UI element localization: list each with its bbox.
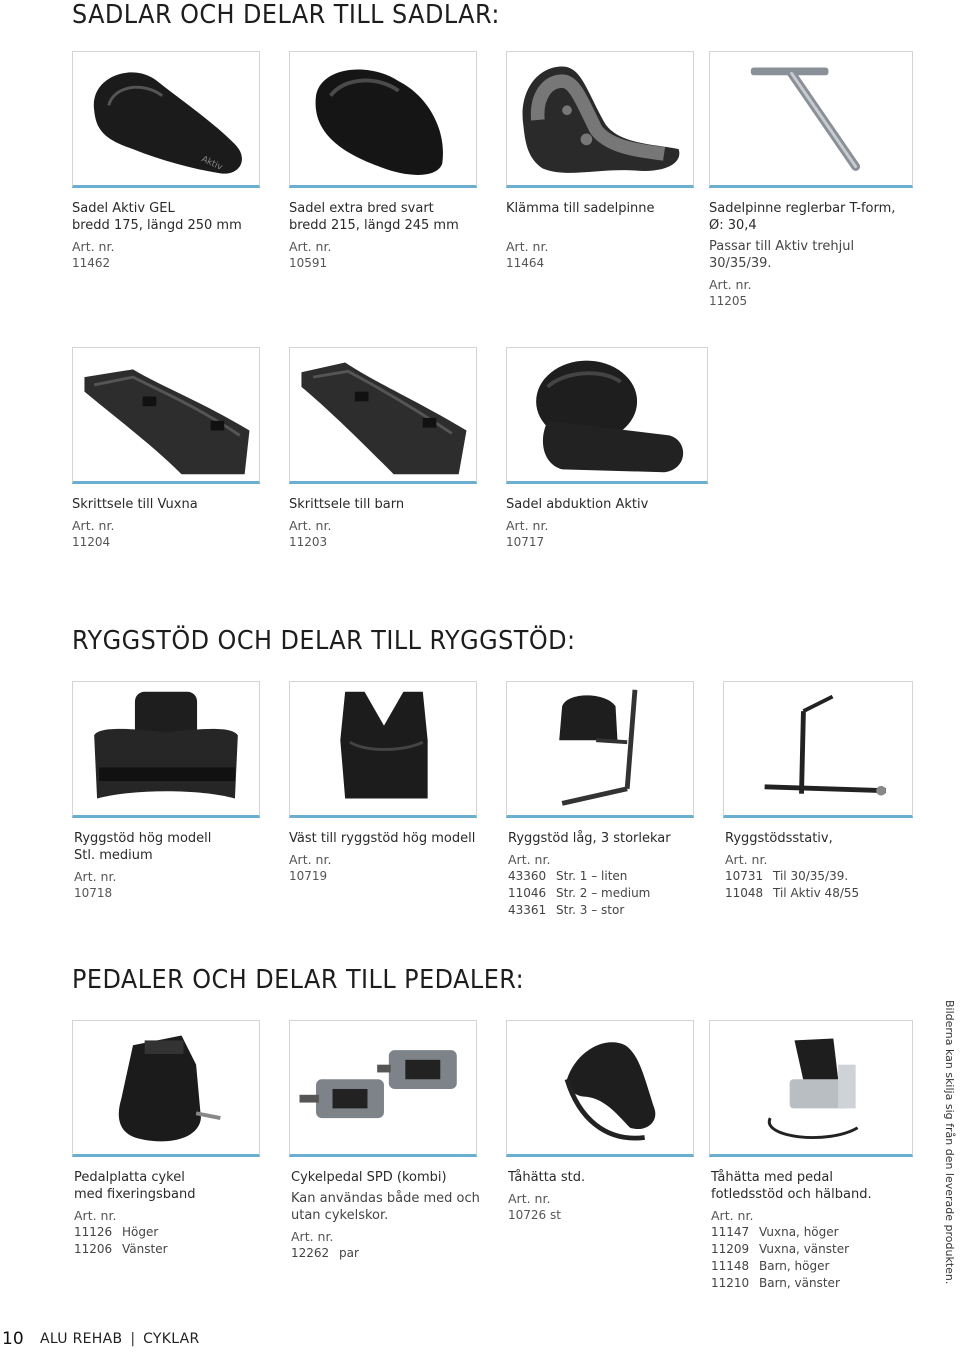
product-caption: Ryggstöd hög modell Stl. medium Art. nr. 10718 [74, 831, 212, 900]
product-caption: Sadel abduktion Aktiv Art. nr. 10717 [506, 497, 649, 549]
variant-row: 11048 Til Aktiv 48/55 [725, 886, 860, 900]
product-caption: Ryggstöd låg, 3 storlekar Art. nr. 43360 Str. 1 – liten 11046 Str. 2 – medium 43361 Str. 3 – stor [508, 830, 708, 919]
product-caption: Tåhätta med pedal fotledsstöd och hälband. Art. nr. 11147 Vuxna, höger 11209 Vuxna, vänster 11148 Barn, höger 11210 Barn, vänster [711, 1169, 911, 1292]
variant-row: 11147 Vuxna, höger [711, 1225, 839, 1239]
page-footer [0, 1326, 200, 1352]
saddle-gel-image [72, 51, 260, 188]
variant-row: 43361 Str. 3 – stor [508, 903, 625, 917]
pedal-plate-image [72, 1020, 260, 1157]
product-caption: Sadel Aktiv GEL bredd 175, längd 250 mm Art. nr. 11462 [72, 201, 242, 270]
saddle-clamp-image [506, 51, 694, 188]
saddle-wide-image [289, 51, 477, 188]
variant-row: 11148 Barn, höger [711, 1259, 830, 1273]
brand-name: ALU REHAB [40, 1331, 123, 1347]
product-caption: Sadelpinne reglerbar T-form, Ø: 30,4 Passar till Aktiv trehjul 30/35/39. Art. nr. 11205 [709, 201, 896, 308]
disclaimer-note: Bilderna kan skilja sig från den leverade produkten. [943, 1000, 956, 1285]
variant-row: 12262 par [291, 1246, 359, 1260]
variant-row: 11209 Vuxna, vänster [711, 1242, 850, 1256]
spd-pedal-image [289, 1020, 477, 1157]
variant-row: 11126 Höger [74, 1225, 159, 1239]
footer-section: CYKLAR [143, 1331, 200, 1347]
toe-clip-image [506, 1020, 694, 1157]
variant-row: 11046 Str. 2 – medium [508, 886, 651, 900]
section-title-ryggstod: RYGGSTÖD OCH DELAR TILL RYGGSTÖD: [72, 626, 576, 656]
variant-row: 43360 Str. 1 – liten [508, 869, 628, 883]
abduction-saddle-image [506, 347, 708, 484]
toe-clip-pedal-image [709, 1020, 913, 1157]
product-caption: Sadel extra bred svart bredd 215, längd 245 mm Art. nr. 10591 [289, 201, 459, 270]
crotch-strap-adult-image [72, 347, 260, 484]
product-caption: Tåhätta std. Art. nr. 10726 st [508, 1170, 586, 1222]
product-caption: Cykelpedal SPD (kombi) Kan användas både med och utan cykelskor. Art. nr. 12262 par [291, 1170, 480, 1260]
backrest-high-image [72, 681, 260, 818]
svg-text:Aktiv: Aktiv [199, 154, 224, 173]
section-title-sadlar: SADLAR OCH DELAR TILL SADLAR: [72, 0, 500, 30]
section-title-pedaler: PEDALER OCH DELAR TILL PEDALER: [72, 965, 525, 995]
backrest-low-image [506, 681, 694, 818]
product-caption: Pedalplatta cykel med fixeringsband Art. nr. 11126 Höger 11206 Vänster [74, 1169, 274, 1258]
seatpost-t-image [709, 51, 913, 188]
product-caption: Väst till ryggstöd hög modell Art. nr. 10719 [289, 831, 476, 883]
product-caption: Klämma till sadelpinne Art. nr. 11464 [506, 201, 655, 270]
page-number: 10 [2, 1329, 24, 1349]
product-caption: Skrittsele till Vuxna Art. nr. 11204 [72, 497, 198, 549]
crotch-strap-child-image [289, 347, 477, 484]
variant-row: 11210 Barn, vänster [711, 1276, 840, 1290]
footer-separator: | [130, 1331, 136, 1347]
vest-image [289, 681, 477, 818]
variant-row: 11206 Vänster [74, 1242, 168, 1256]
product-caption: Skrittsele till barn Art. nr. 11203 [289, 497, 405, 549]
variant-row: 10731 Til 30/35/39. [725, 869, 849, 883]
product-caption: Ryggstödsstativ, Art. nr. 10731 Til 30/35/39. 11048 Til Aktiv 48/55 [725, 830, 925, 902]
backrest-stand-image [723, 681, 913, 818]
